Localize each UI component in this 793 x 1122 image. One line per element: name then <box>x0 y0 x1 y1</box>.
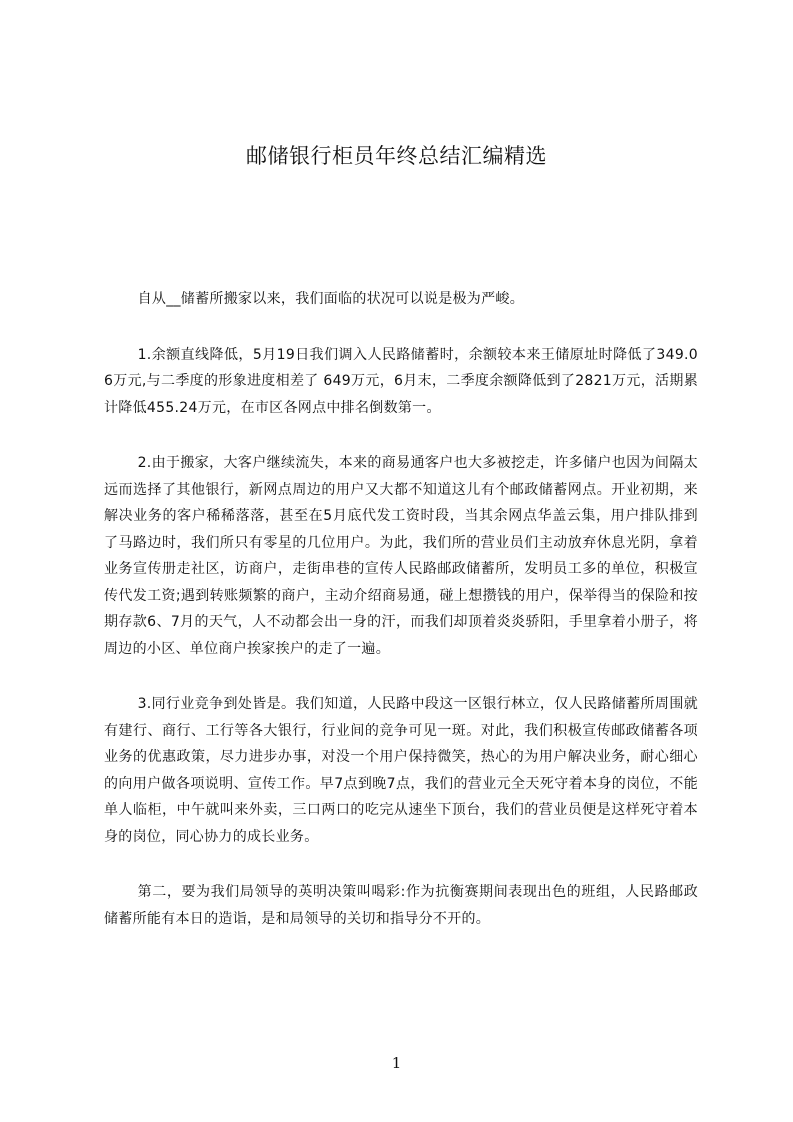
paragraph-point-3: 3.同行业竞争到处皆是。我们知道，人民路中段这一区银行林立，仅人民路储蓄所周围就有建行、商行、工行等各大银行，行业间的竞争可见一斑。对此，我们积极宣传邮政储蓄各项业务的优惠政策，尽力进步办事，对没一个用户保持微笑，热心的为用户解决业务，耐心细心的向用户做各项说明、宣传工作。早7点到晚7点，我们的营业元全天死守着本身的岗位，不能单人临柜，中午就叫来外卖，三口两口的吃完从速坐下顶台，我们的营业员便是这样死守着本身的岗位，同心协力的成长业务。 <box>104 696 698 845</box>
paragraph-point-1: 1.余额直线降低，5月19日我们调入人民路储蓄时，余额较本来王储原址时降低了349.06万元,与二季度的形象进度相差了 649万元，6月末，二季度余额降低到了2821万元，活期累计降低455.24万元，在市区各网点中排名倒数第一。 <box>104 346 698 416</box>
paragraph-point-2: 2.由于搬家，大客户继续流失，本来的商易通客户也大多被挖走，许多储户也因为间隔太远而选择了其他银行，新网点周边的用户又大都不知道这儿有个邮政储蓄网点。开业初期，来解决业务的客户稀稀落落，甚至在5月底代发工资时段，当其余网点华盖云集，用户排队排到了马路边时，我们所只有零星的几位用户。为此，我们所的营业员们主动放弃休息光阴，拿着业务宣传册走社区，访商户，走街串巷的宣传人民路邮政储蓄所，发明员工多的单位，积极宣传代发工资;遇到转账频繁的商户，主动介绍商易通，碰上想攒钱的用户，保举得当的保险和按期存款6、7月的天气，人不动都会出一身的汗，而我们却顶着炎炎骄阳，手里拿着小册子，将周边的小区、单位商户挨家挨户的走了一遍。 <box>104 455 698 657</box>
document-title: 邮储银行柜员年终总结汇编精选 <box>246 144 547 168</box>
paragraph-intro: 自从__储蓄所搬家以来，我们面临的状况可以说是极为严峻。 <box>137 291 524 307</box>
paragraph-second: 第二，要为我们局领导的英明决策叫喝彩:作为抗衡赛期间表现出色的班组，人民路邮政储蓄所能有本日的造诣，是和局领导的关切和指导分不开的。 <box>104 884 698 927</box>
document-body <box>104 286 698 961</box>
page-number: 1 <box>391 1054 402 1072</box>
